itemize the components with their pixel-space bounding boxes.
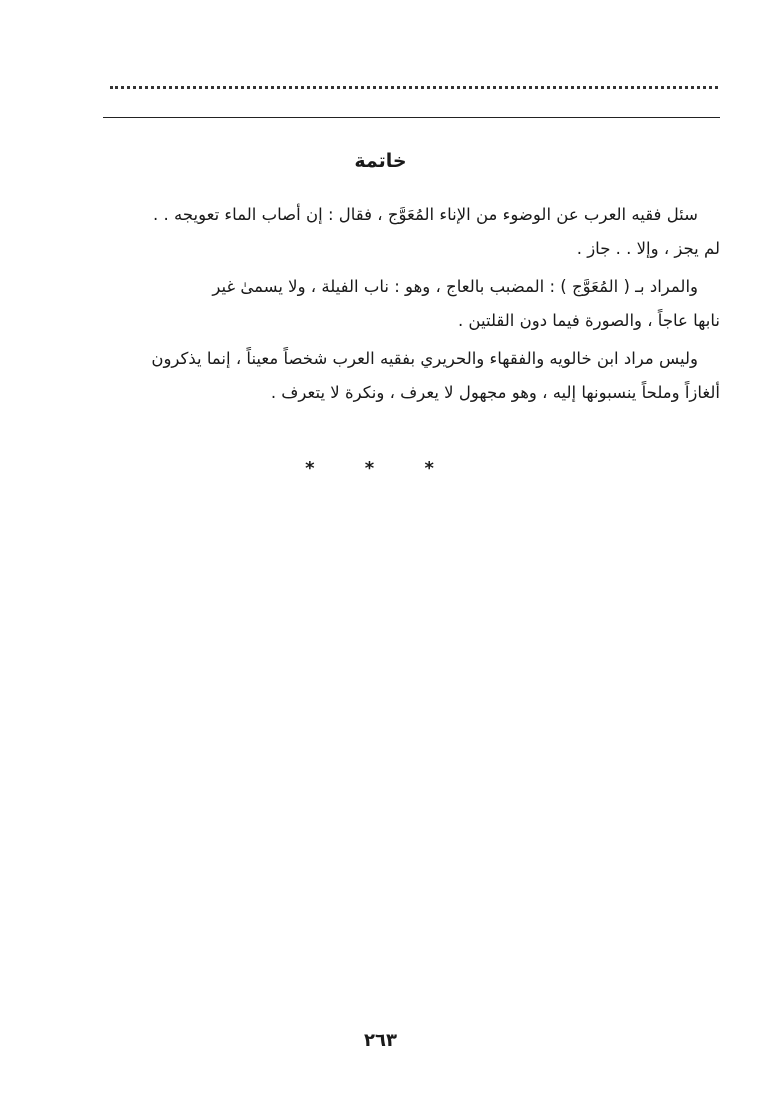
header-dotted-rule [110, 86, 718, 89]
paragraph-1-line-2: لم يجز ، وإلا . . جاز . [576, 239, 720, 258]
body-text [100, 198, 720, 414]
paragraph-1-line-1: سئل فقيه العرب عن الوضوء من الإناء المُعَوَّج ، فقال : إن أصاب الماء تعويجه . . [153, 205, 698, 224]
page-number: ٢٦٣ [364, 1030, 397, 1051]
section-end-separator: * * * [305, 458, 456, 479]
paragraph-2-line-2: نابها عاجاً ، والصورة فيما دون القلتين . [457, 311, 720, 330]
paragraph-3-line-2: ألغازاً وملحاً ينسبونها إليه ، وهو مجهول لا يعرف ، ونكرة لا يتعرف . [270, 383, 720, 402]
paragraph-1 [100, 198, 720, 266]
paragraph-2-line-1: والمراد بـ ( المُعَوَّج ) : المضبب بالعاج ، وهو : ناب الفيلة ، ولا يسمىٰ غير [212, 277, 698, 296]
paragraph-3-line-1: وليس مراد ابن خالويه والفقهاء والحريري بفقيه العرب شخصاً معيناً ، إنما يذكرون [151, 349, 698, 368]
paragraph-3 [100, 342, 720, 410]
paragraph-2 [100, 270, 720, 338]
section-title: خاتمة [354, 150, 407, 172]
header-solid-rule [103, 117, 720, 118]
